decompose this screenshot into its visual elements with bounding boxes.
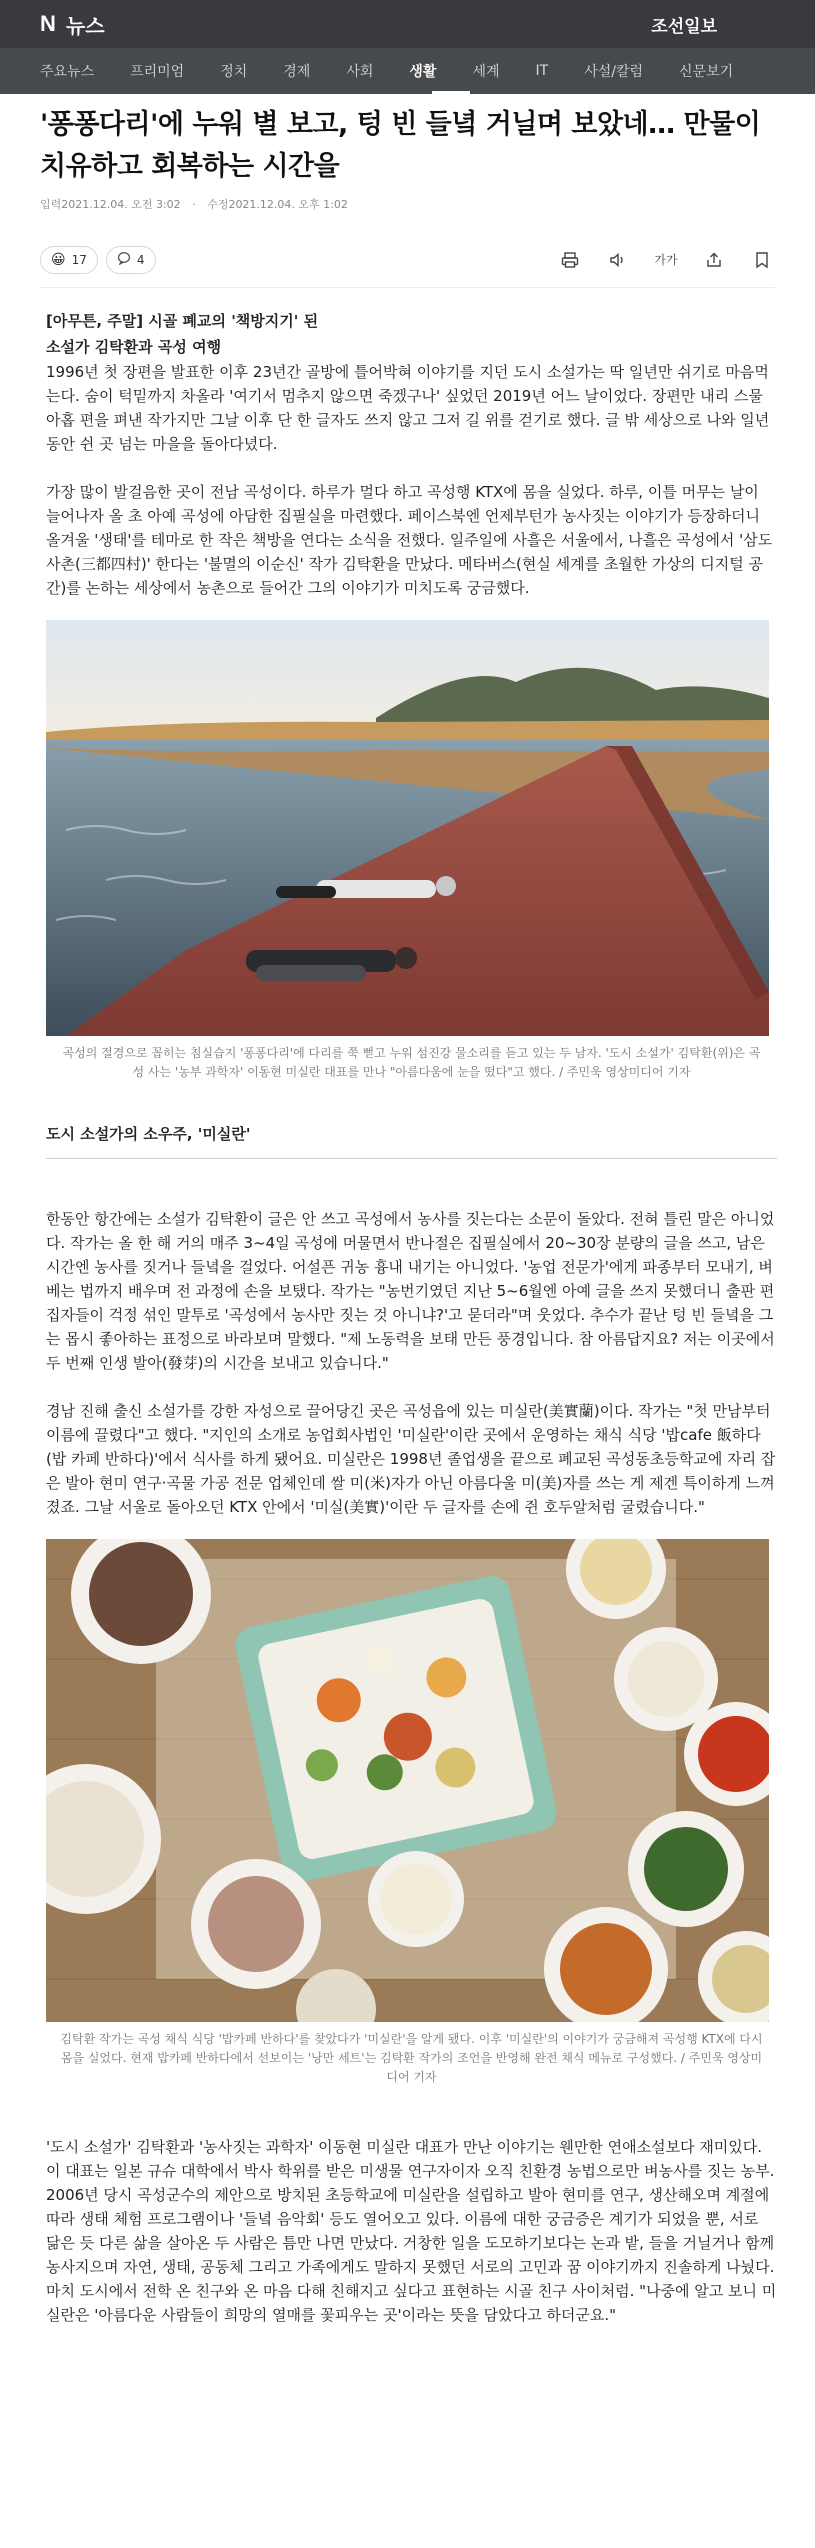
- reaction-button[interactable]: [40, 246, 98, 274]
- article-dates: [0, 188, 815, 212]
- paragraph: 경남 진해 출신 소설가를 강한 자성으로 끌어당긴 곳은 곡성읍에 있는 미실란(美實蘭)이다. 작가는 "첫 만남부터 이름에 끌렸다"고 했다. "지인의 소개로 농업회사법인 '미실란'이란 곳에서 운영하는 채식 식당 '밥cafe 飯하다(밥 카페 반하다)'에서 식사를 하게 됐어요. 미실란은 1998년 졸업생을 끝으로 폐교된 곡성동초등학교에 자리 잡은 발아 현미 연구·곡물 가공 전문 업체인데 쌀 미(米)자가 아닌 아름다울 미(美)자를 쓰는 게 제겐 특이하게 느껴졌죠. 그날 서울로 돌아오던 KTX 안에서 '미실(美實)'이란 두 글자를 손에 쥔 호두알처럼 굴렸습니다.": [46, 1402, 776, 1516]
- paragraph: '도시 소설가' 김탁환과 '농사짓는 과학자' 이동현 미실란 대표가 만난 이야기는 웬만한 연애소설보다 재미있다. 이 대표는 일본 규슈 대학에서 박사 학위를 받은 미생물 연구자이자 오직 친환경 농법으로만 벼농사를 짓는 농부. 2006년 당시 곡성군수의 제안으로 방치된 초등학교에 미실란을 설립하고 발아 현미를 연구, 생산해오며 계절에 따라 생태 체험 프로그램이나 '들녘 음악회' 등도 열어오고 있다. 이름에 대한 궁금증은 계기가 되었을 뿐, 서로 닮은 듯 다른 삶을 살아온 두 사람은 틈만 나면 만났다. 거창한 일을 도모하기보다는 논과 밭, 들을 거닐거나 함께 농사지으며 자연, 생태, 공동체 그리고 가족에게도 말하지 못했던 서로의 고민과 꿈 이야기까지 진솔하게 나눴다. 마치 도시에서 전학 온 친구와 온 마음 다해 친해지고 싶다고 표현하는 시골 친구 사이처럼. "나중에 알고 보니 미실란은 '아름다운 사람들이 희망의 열매를 꽃피우는 곳'이라는 뜻을 담았다고 하더군요.": [46, 2138, 777, 2324]
- published-date: 입력2021.12.04. 오전 3:02: [40, 198, 181, 211]
- comment-button[interactable]: [106, 246, 156, 274]
- nav-item-newspaper[interactable]: 신문보기: [679, 64, 734, 80]
- news-label: 뉴스: [65, 13, 105, 38]
- nav-item-opinion[interactable]: 사설/칼럼: [584, 64, 644, 80]
- comment-icon: [117, 251, 131, 269]
- nav-item-economy[interactable]: 경제: [283, 64, 311, 80]
- top-bar: [0, 0, 815, 48]
- section-nav: [0, 48, 815, 94]
- photo-caption: 곡성의 절경으로 꼽히는 침실습지 '퐁퐁다리'에 다리를 쭉 뻗고 누워 섬진강 물소리를 듣고 있는 두 남자. '도시 소설가' 김탁환(위)은 곡성 사는 '농부 과학자' 이동현 미실란 대표를 만나 "아름다움에 눈을 떴다"고 했다. / 주민욱 영상미디어 기자: [62, 1046, 761, 1079]
- reaction-count: 17: [71, 252, 87, 267]
- listen-icon[interactable]: [605, 247, 631, 273]
- nav-item-premium[interactable]: 프리미엄: [130, 64, 185, 80]
- article-toolbar: [40, 244, 775, 288]
- modified-date: 수정2021.12.04. 오후 1:02: [207, 198, 348, 211]
- nav-item-main[interactable]: 주요뉴스: [40, 64, 95, 80]
- food-photo[interactable]: [46, 1539, 769, 2022]
- share-icon[interactable]: [701, 247, 727, 273]
- nav-item-world[interactable]: 세계: [472, 64, 500, 80]
- article-lead: [46, 308, 777, 360]
- nav-item-society[interactable]: 사회: [346, 64, 374, 80]
- photo-figure-bridge: [46, 620, 777, 1082]
- paragraph: 1996년 첫 장편을 발표한 이후 23년간 골방에 틀어박혀 이야기를 지던 도시 소설가는 딱 일년만 쉬기로 마음먹는다. 숨이 턱밑까지 차올라 '여기서 멈추지 않으면 죽겠구나' 싶었던 2019년 어느 날이었다. 장편만 내리 스물아홉 편을 펴낸 작가지만 그날 이후 단 한 글자도 쓰지 않고 그저 길 위를 걷기로 했다. 글 밖 세상으로 나와 일년 동안 쉰 곳 넘는 마을을 돌아다녔다.: [46, 363, 770, 453]
- active-tab-indicator: [432, 91, 470, 94]
- save-icon[interactable]: [749, 247, 775, 273]
- article-headline: '퐁퐁다리'에 누워 별 보고, 텅 빈 들녘 거닐며 보았네… 만물이 치유하고 회복하는 시간을: [40, 109, 761, 182]
- nav-item-it[interactable]: IT: [535, 63, 549, 79]
- comment-count: 4: [136, 252, 145, 267]
- print-icon[interactable]: [557, 247, 583, 273]
- font-size-icon[interactable]: 가가: [654, 253, 678, 267]
- lead-line-2: 소설가 김탁환과 곡성 여행: [46, 338, 222, 356]
- photo-caption: 김탁환 작가는 곡성 채식 식당 '밥카페 반하다'를 찾았다가 '미실란'을 알게 됐다. 이후 '미실란'의 이야기가 궁금해져 곡성행 KTX에 다시 몸을 실었다. 현재 밥카페 반하다에서 선보이는 '낭만 세트'는 김탁환 작가의 조언을 반영해 완전 채식 메뉴로 구성했다. / 주민욱 영상미디어 기자: [60, 2032, 763, 2084]
- smile-icon: 😀: [51, 251, 66, 268]
- naver-logo: N: [40, 11, 56, 36]
- section-subhead: 도시 소설가의 소우주, '미실란': [46, 1122, 777, 1159]
- lead-line-1: [아무튼, 주말] 시골 폐교의 '책방지기' 된: [46, 312, 319, 330]
- photo-figure-food: [46, 1539, 777, 2087]
- article-body: [0, 288, 815, 2327]
- paragraph: 가장 많이 발걸음한 곳이 전남 곡성이다. 하루가 멀다 하고 곡성행 KTX에 몸을 실었다. 하루, 이틀 머무는 날이 늘어나자 올 초 아예 곡성에 아담한 집필실을 마련했다. 페이스북엔 언제부턴가 농사짓는 이야기가 등장하더니 올겨울 '생태'를 테마로 한 작은 책방을 연다는 소식을 전했다. 일주일에 사흘은 서울에서, 나흘은 곡성에서 '삼도사촌(三都四村)' 한다는 '불멸의 이순신' 작가 김탁환을 만났다. 메타버스(현실 세계를 초월한 가상의 디지털 공간)를 논하는 세상에서 농촌으로 들어간 그의 이야기가 미치도록 궁금했다.: [46, 483, 773, 597]
- date-separator: ·: [192, 198, 196, 211]
- naver-news-logo[interactable]: [40, 10, 105, 39]
- bridge-photo[interactable]: [46, 620, 769, 1036]
- paragraph: 한동안 항간에는 소설가 김탁환이 글은 안 쓰고 곡성에서 농사를 짓는다는 소문이 돌았다. 전혀 틀린 말은 아니었다. 작가는 올 한 해 거의 매주 3~4일 곡성에 머물면서 반나절은 집필실에서 20~30장 분량의 글을 쓰고, 남은 시간엔 농사를 짓거나 들녘을 걸었다. 어설픈 귀농 흉내 내기는 아니었다. '농업 전문가'에게 파종부터 모내기, 벼 베는 법까지 배우며 전 과정에 손을 보탰다. 작가는 "농번기였던 지난 5~6월엔 아예 글을 쓰지 못했더니 출판 편집자들이 걱정 섞인 말투로 '곡성에서 농사만 짓는 것 아니냐?'고 묻더라"며 웃었다. 추수가 끝난 텅 빈 들녘을 그는 몹시 좋아하는 표정으로 바라보며 말했다. "제 노동력을 보태 만든 풍경입니다. 참 아름답지요? 저는 이곳에서 두 번째 인생 발아(發芽)의 시간을 보내고 있습니다.": [46, 1210, 775, 1372]
- press-name[interactable]: 조선일보: [651, 16, 717, 37]
- nav-item-life[interactable]: 생활: [409, 64, 437, 80]
- nav-item-politics[interactable]: 정치: [220, 64, 248, 80]
